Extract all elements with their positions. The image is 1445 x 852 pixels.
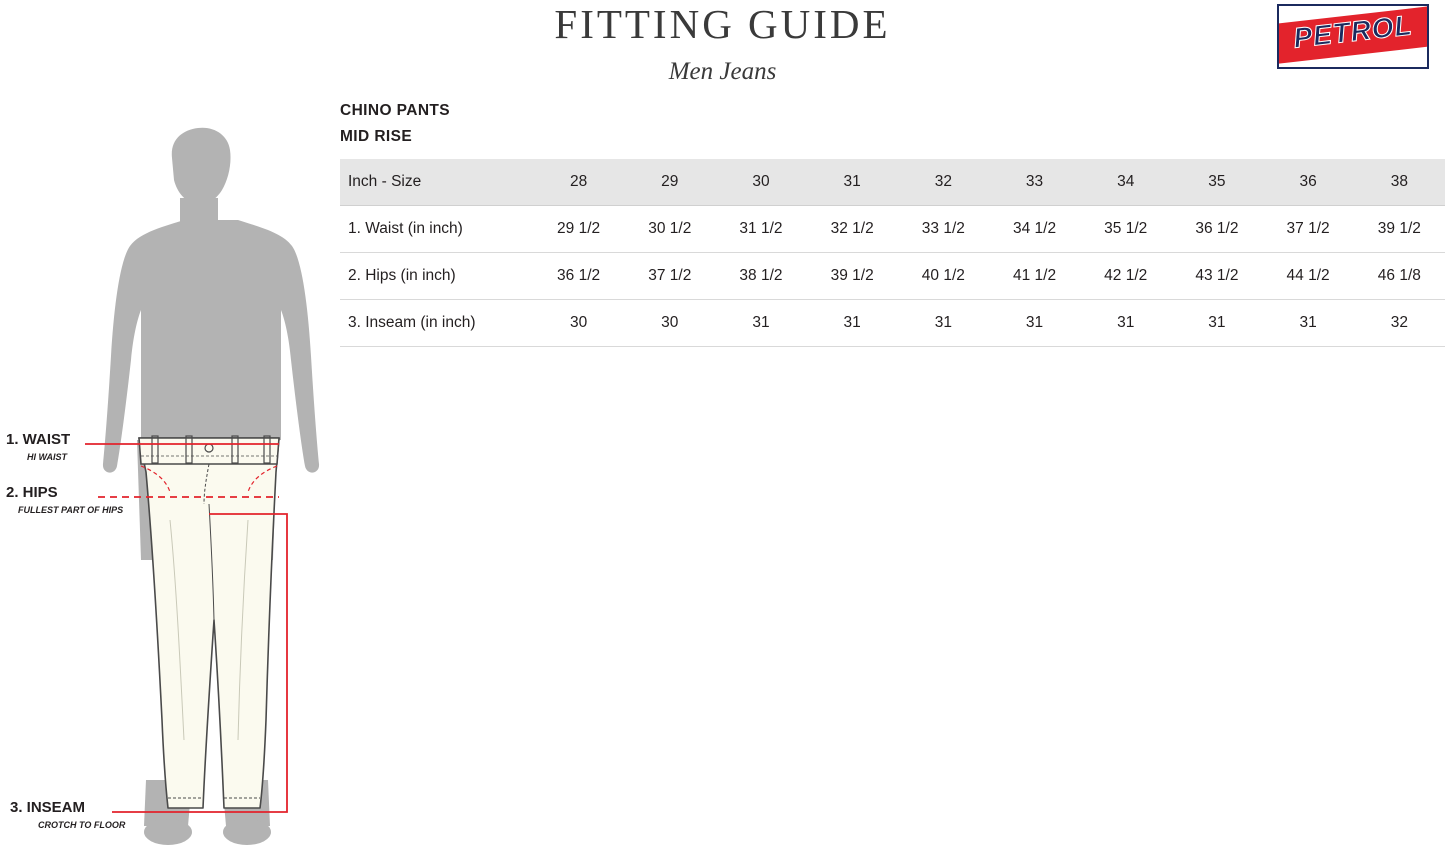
waist-sublabel: HI WAIST bbox=[27, 452, 67, 462]
size-table-block bbox=[340, 98, 1445, 347]
table-cell: 36 1/2 bbox=[1171, 206, 1262, 253]
table-cell: 31 bbox=[1171, 300, 1262, 347]
table-cell: 29 1/2 bbox=[533, 206, 624, 253]
table-corner-label: Inch - Size bbox=[340, 159, 533, 206]
size-header-cell: 33 bbox=[989, 159, 1080, 206]
table-row bbox=[340, 300, 1445, 347]
size-header-cell: 31 bbox=[807, 159, 898, 206]
size-header-cell: 30 bbox=[715, 159, 806, 206]
petrol-logo bbox=[1277, 4, 1429, 69]
table-cell: 37 1/2 bbox=[624, 253, 715, 300]
table-cell: 30 bbox=[624, 300, 715, 347]
size-header-cell: 29 bbox=[624, 159, 715, 206]
table-row bbox=[340, 253, 1445, 300]
table-cell: 31 bbox=[715, 300, 806, 347]
size-header-cell: 28 bbox=[533, 159, 624, 206]
row-label: 3. Inseam (in inch) bbox=[340, 300, 533, 347]
row-label: 1. Waist (in inch) bbox=[340, 206, 533, 253]
table-cell: 33 1/2 bbox=[898, 206, 989, 253]
table-cell: 46 1/8 bbox=[1354, 253, 1445, 300]
size-header-cell: 32 bbox=[898, 159, 989, 206]
category-line-2: MID RISE bbox=[340, 127, 413, 145]
table-header-row bbox=[340, 159, 1445, 206]
inseam-label: 3. INSEAM bbox=[10, 799, 86, 816]
table-cell: 31 1/2 bbox=[715, 206, 806, 253]
table-cell: 39 1/2 bbox=[1354, 206, 1445, 253]
size-header-cell: 34 bbox=[1080, 159, 1171, 206]
category-line-1: CHINO PANTS bbox=[340, 102, 451, 119]
table-cell: 44 1/2 bbox=[1263, 253, 1354, 300]
size-table bbox=[340, 159, 1445, 347]
table-cell: 37 1/2 bbox=[1263, 206, 1354, 253]
table-cell: 40 1/2 bbox=[898, 253, 989, 300]
table-row bbox=[340, 206, 1445, 253]
table-cell: 34 1/2 bbox=[989, 206, 1080, 253]
waist-label: 1. WAIST bbox=[6, 431, 71, 448]
table-cell: 31 bbox=[1263, 300, 1354, 347]
row-label: 2. Hips (in inch) bbox=[340, 253, 533, 300]
table-cell: 43 1/2 bbox=[1171, 253, 1262, 300]
fitting-illustration bbox=[0, 120, 340, 847]
hips-sublabel: FULLEST PART OF HIPS bbox=[18, 505, 124, 515]
table-cell: 35 1/2 bbox=[1080, 206, 1171, 253]
table-cell: 32 1/2 bbox=[807, 206, 898, 253]
page-title: FITTING GUIDE bbox=[554, 1, 891, 47]
table-cell: 41 1/2 bbox=[989, 253, 1080, 300]
table-cell: 38 1/2 bbox=[715, 253, 806, 300]
table-cell: 31 bbox=[807, 300, 898, 347]
table-cell: 32 bbox=[1354, 300, 1445, 347]
size-header-cell: 35 bbox=[1171, 159, 1262, 206]
table-cell: 31 bbox=[989, 300, 1080, 347]
table-cell: 39 1/2 bbox=[807, 253, 898, 300]
table-cell: 31 bbox=[898, 300, 989, 347]
table-cell: 30 bbox=[533, 300, 624, 347]
hips-label: 2. HIPS bbox=[6, 484, 58, 501]
page-subtitle: Men Jeans bbox=[668, 58, 777, 85]
table-cell: 30 1/2 bbox=[624, 206, 715, 253]
table-cell: 31 bbox=[1080, 300, 1171, 347]
inseam-sublabel: CROTCH TO FLOOR bbox=[38, 820, 126, 830]
table-cell: 42 1/2 bbox=[1080, 253, 1171, 300]
size-header-cell: 38 bbox=[1354, 159, 1445, 206]
size-header-cell: 36 bbox=[1263, 159, 1354, 206]
table-cell: 36 1/2 bbox=[533, 253, 624, 300]
logo-wordmark: PETROL bbox=[1291, 9, 1415, 54]
jeans-drawing bbox=[139, 436, 279, 808]
